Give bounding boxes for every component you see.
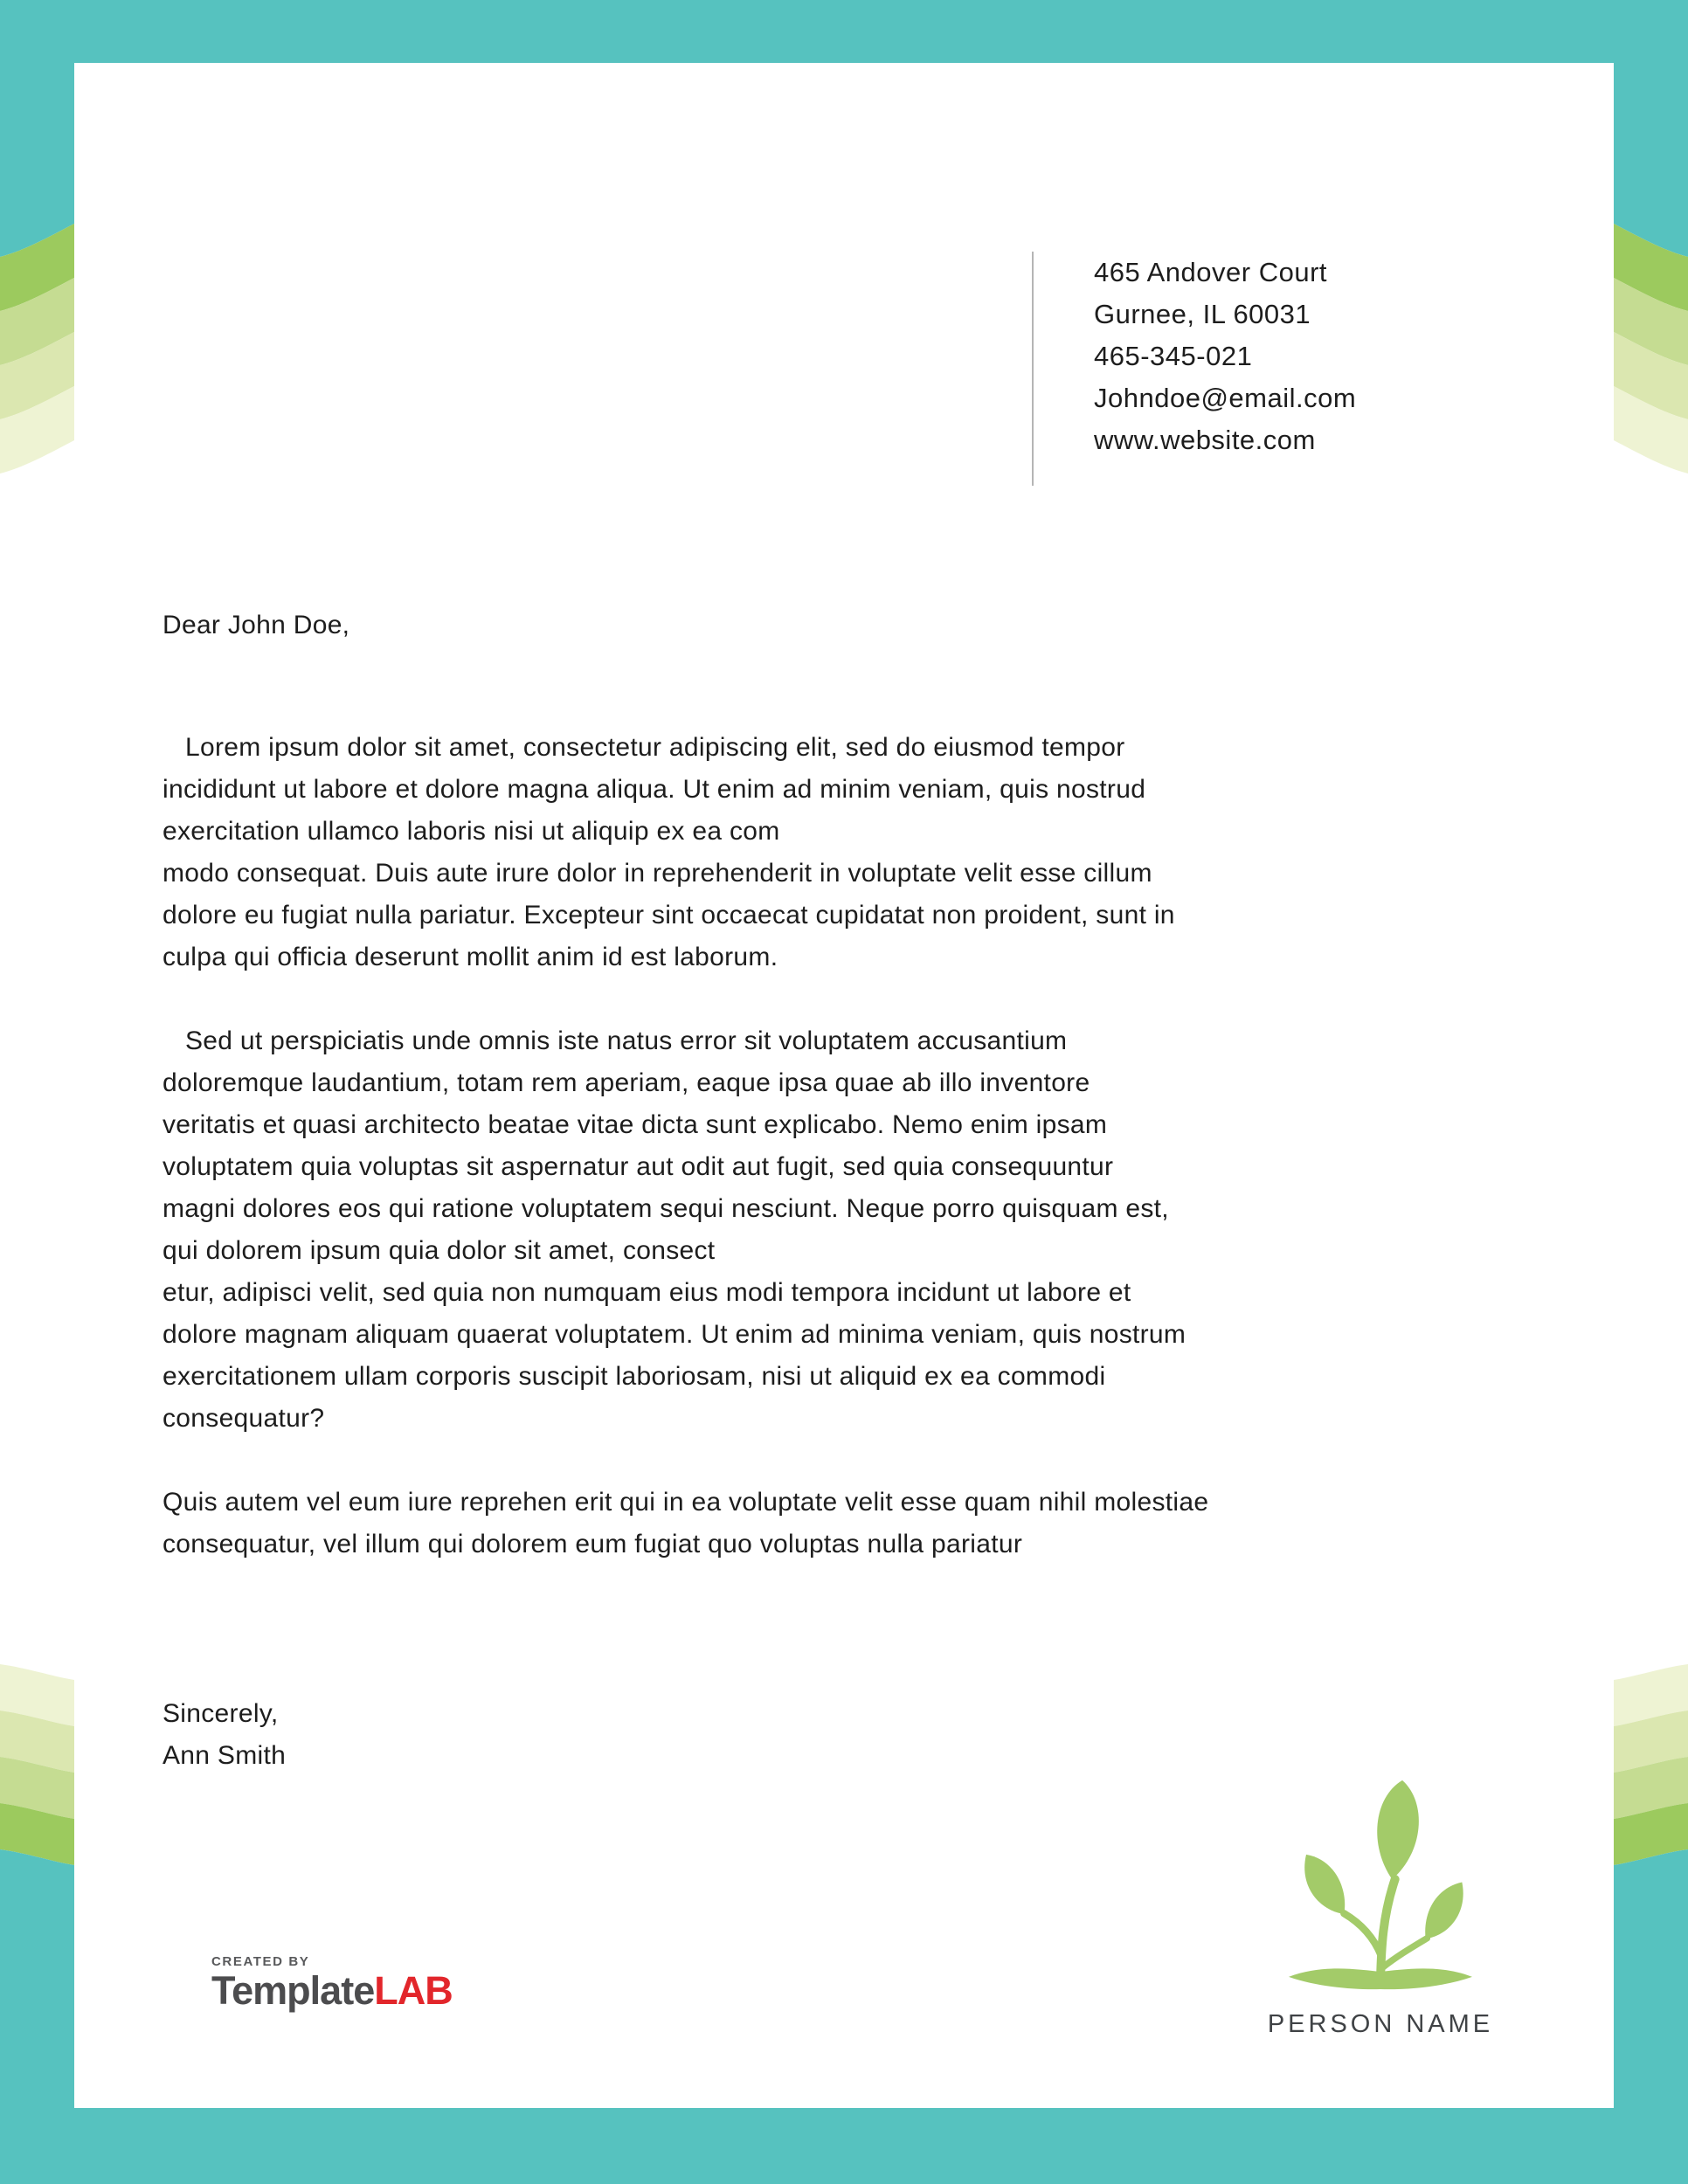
letter-paragraphs — [163, 727, 1499, 1565]
teal-strip-bottom — [0, 1849, 74, 2184]
contact-line: 465-345-021 — [1094, 341, 1253, 371]
letter-line: culpa qui officia deserunt mollit anim id est laborum. — [163, 943, 778, 971]
contact-lines — [1094, 252, 1356, 461]
frame-top-band — [0, 0, 1688, 63]
plant-leaf-left — [1304, 1855, 1345, 1914]
contact-divider — [1032, 252, 1034, 486]
letter-paragraph — [163, 727, 1499, 978]
person-name-label: PERSON NAME — [1267, 2010, 1494, 2038]
letter-line: dolore magnam aliquam quaerat voluptatem. Ut enim ad minima veniam, quis nostrum — [163, 1320, 1186, 1349]
closing-line: Ann Smith — [163, 1741, 287, 1770]
plant-sprout-icon — [1271, 1770, 1490, 2003]
letter-line: magni dolores eos qui ratione voluptatem sequi nesciunt. Neque porro quisquam est, — [163, 1194, 1169, 1223]
contact-line: 465 Andover Court — [1094, 257, 1328, 287]
contact-block — [1032, 252, 1356, 486]
teal-strip-top — [1614, 0, 1688, 257]
right-margin-decoration — [1614, 0, 1688, 2184]
letter-line: Lorem ipsum dolor sit amet, consectetur adipiscing elit, sed do eiusmod tempor — [185, 733, 1125, 762]
contact-line: Johndoe@email.com — [1094, 383, 1357, 413]
letter-line: qui dolorem ipsum quia dolor sit amet, consect — [163, 1236, 716, 1265]
letter-line: doloremque laudantium, totam rem aperiam, eaque ipsa quae ab illo inventore — [163, 1068, 1090, 1097]
letter-line: voluptatem quia voluptas sit aspernatur aut odit aut fugit, sed quia consequuntur — [163, 1152, 1114, 1181]
letter-line: incididunt ut labore et dolore magna aliqua. Ut enim ad minim veniam, quis nostrud — [163, 775, 1146, 804]
letter-body — [163, 605, 1499, 1777]
letter-line: dolore eu fugiat nulla pariatur. Excepteur sint occaecat cupidatat non proident, sunt in — [163, 901, 1175, 930]
templatelab-logo — [211, 1954, 453, 2013]
letter-paragraph — [163, 1482, 1499, 1565]
letter-line: Quis autem vel eum iure reprehen erit qui in ea voluptate velit esse quam nihil molestiae — [163, 1488, 1209, 1517]
closing-line: Sincerely, — [163, 1699, 279, 1728]
frame-bottom-band — [0, 2108, 1688, 2184]
letter-line: modo consequat. Duis aute irure dolor in reprehenderit in voluptate velit esse cillum — [163, 859, 1152, 888]
left-margin-decoration — [0, 0, 74, 2184]
templatelab-word-template: Template — [211, 1968, 375, 2013]
contact-line: www.website.com — [1094, 425, 1316, 455]
letter-line: veritatis et quasi architecto beatae vitae dicta sunt explicabo. Nemo enim ipsam — [163, 1110, 1108, 1139]
letter-line: Sed ut perspiciatis unde omnis iste natus error sit voluptatem accusantium — [185, 1026, 1068, 1055]
letter-line: exercitation ullamco laboris nisi ut aliquip ex ea com — [163, 817, 780, 846]
created-by-label: CREATED BY — [211, 1954, 310, 1969]
letter-line: consequatur, vel illum qui dolorem eum fugiat quo voluptas nulla pariatur — [163, 1530, 1023, 1559]
letter-line: consequatur? — [163, 1404, 325, 1433]
company-logo-block — [1258, 1770, 1503, 2039]
templatelab-wordmark — [211, 1968, 453, 2013]
teal-strip-bottom — [1614, 1849, 1688, 2184]
letter-paragraph — [163, 1020, 1499, 1440]
letter-line: exercitationem ullam corporis suscipit laboriosam, nisi ut aliquid ex ea commodi — [163, 1362, 1106, 1391]
templatelab-word-lab: LAB — [374, 1968, 453, 2013]
letter-closing — [163, 1693, 1499, 1777]
plant-leaf-top — [1377, 1780, 1419, 1879]
plant-stem-left — [1344, 1913, 1381, 1955]
plant-leaf-right — [1425, 1883, 1463, 1939]
letter-line: etur, adipisci velit, sed quia non numquam eius modi tempora incidunt ut labore et — [163, 1278, 1131, 1307]
letter-greeting: Dear John Doe, — [163, 611, 350, 639]
plant-stem-right — [1382, 1939, 1428, 1968]
teal-strip-top — [0, 0, 74, 257]
contact-line: Gurnee, IL 60031 — [1094, 299, 1311, 329]
